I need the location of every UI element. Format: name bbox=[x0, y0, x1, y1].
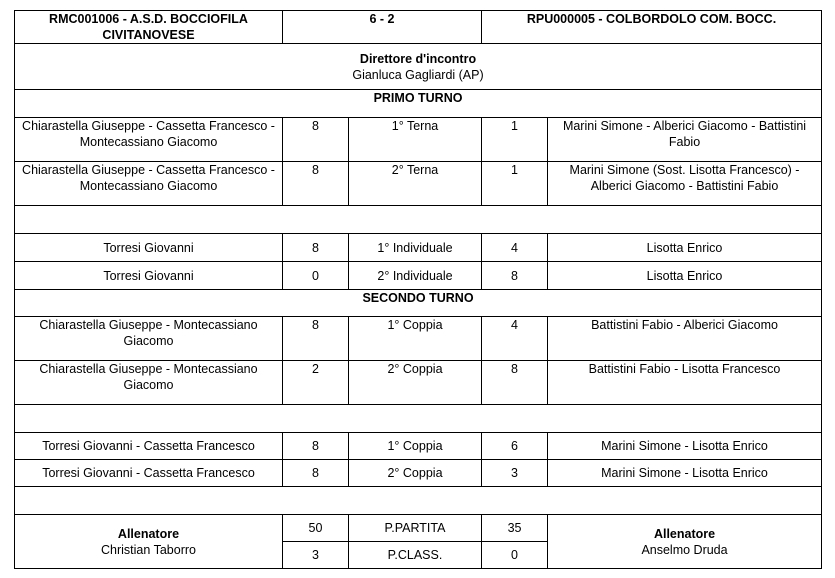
away-players: Battistini Fabio - Alberici Giacomo bbox=[548, 317, 822, 361]
home-players: Chiarastella Giuseppe - Cassetta Francesco - Montecassiano Giacomo bbox=[15, 162, 283, 206]
director-row bbox=[15, 44, 822, 90]
away-score: 3 bbox=[482, 460, 548, 487]
away-players: Battistini Fabio - Lisotta Francesco bbox=[548, 361, 822, 405]
spacer-row bbox=[15, 206, 822, 234]
away-score: 1 bbox=[482, 118, 548, 162]
section-title: PRIMO TURNO bbox=[15, 90, 822, 118]
home-score: 2 bbox=[283, 361, 349, 405]
home-score: 8 bbox=[283, 433, 349, 460]
away-coach-label: Allenatore bbox=[653, 526, 716, 541]
away-coach-name: Anselmo Druda bbox=[641, 542, 728, 557]
home-score: 0 bbox=[283, 262, 349, 290]
game-row bbox=[15, 317, 822, 361]
spacer-row bbox=[15, 487, 822, 515]
game-row bbox=[15, 361, 822, 405]
away-score: 1 bbox=[482, 162, 548, 206]
game-label: 1° Individuale bbox=[349, 234, 482, 262]
away-score: 4 bbox=[482, 317, 548, 361]
ppartita-home: 50 bbox=[283, 515, 349, 542]
home-players: Torresi Giovanni - Cassetta Francesco bbox=[15, 433, 283, 460]
game-label: 1° Terna bbox=[349, 118, 482, 162]
home-coach-cell bbox=[15, 515, 283, 569]
away-score: 6 bbox=[482, 433, 548, 460]
game-row bbox=[15, 162, 822, 206]
game-row bbox=[15, 118, 822, 162]
game-label: 2° Terna bbox=[349, 162, 482, 206]
home-players: Torresi Giovanni bbox=[15, 262, 283, 290]
game-row bbox=[15, 460, 822, 487]
home-score: 8 bbox=[283, 460, 349, 487]
home-players: Torresi Giovanni bbox=[15, 234, 283, 262]
home-players: Chiarastella Giuseppe - Cassetta Francesco - Montecassiano Giacomo bbox=[15, 118, 283, 162]
game-row bbox=[15, 234, 822, 262]
home-coach-name: Christian Taborro bbox=[101, 542, 196, 557]
section-row-primo-turno bbox=[15, 90, 822, 118]
home-score: 8 bbox=[283, 162, 349, 206]
home-score: 8 bbox=[283, 118, 349, 162]
section-row-secondo-turno bbox=[15, 290, 822, 317]
away-coach-cell bbox=[548, 515, 822, 569]
away-score: 8 bbox=[482, 262, 548, 290]
match-report-table bbox=[14, 10, 822, 569]
game-label: 1° Coppia bbox=[349, 317, 482, 361]
away-players: Lisotta Enrico bbox=[548, 234, 822, 262]
pclass-label: P.CLASS. bbox=[349, 542, 482, 569]
home-score: 8 bbox=[283, 234, 349, 262]
away-players: Marini Simone - Lisotta Enrico bbox=[548, 460, 822, 487]
away-players: Marini Simone - Lisotta Enrico bbox=[548, 433, 822, 460]
home-players: Chiarastella Giuseppe - Montecassiano Giacomo bbox=[15, 317, 283, 361]
home-team: RMC001006 - A.S.D. BOCCIOFILA CIVITANOVESE bbox=[15, 11, 283, 44]
away-team: RPU000005 - COLBORDOLO COM. BOCC. bbox=[482, 11, 822, 44]
away-players: Marini Simone - Alberici Giacomo - Battistini Fabio bbox=[548, 118, 822, 162]
game-label: 1° Coppia bbox=[349, 433, 482, 460]
director-name: Gianluca Gagliardi (AP) bbox=[352, 67, 484, 82]
home-coach-label: Allenatore bbox=[117, 526, 180, 541]
section-title: SECONDO TURNO bbox=[15, 290, 822, 317]
away-players: Lisotta Enrico bbox=[548, 262, 822, 290]
header-row bbox=[15, 11, 822, 44]
away-players: Marini Simone (Sost. Lisotta Francesco) - Alberici Giacomo - Battistini Fabio bbox=[548, 162, 822, 206]
director-label: Direttore d'incontro bbox=[359, 51, 477, 66]
game-row bbox=[15, 433, 822, 460]
match-score: 6 - 2 bbox=[283, 11, 482, 44]
away-score: 4 bbox=[482, 234, 548, 262]
pclass-home: 3 bbox=[283, 542, 349, 569]
ppartita-away: 35 bbox=[482, 515, 548, 542]
home-players: Chiarastella Giuseppe - Montecassiano Giacomo bbox=[15, 361, 283, 405]
game-label: 2° Individuale bbox=[349, 262, 482, 290]
game-label: 2° Coppia bbox=[349, 361, 482, 405]
away-score: 8 bbox=[482, 361, 548, 405]
game-row bbox=[15, 262, 822, 290]
footer-row bbox=[15, 515, 822, 542]
ppartita-label: P.PARTITA bbox=[349, 515, 482, 542]
home-players: Torresi Giovanni - Cassetta Francesco bbox=[15, 460, 283, 487]
home-score: 8 bbox=[283, 317, 349, 361]
game-label: 2° Coppia bbox=[349, 460, 482, 487]
pclass-away: 0 bbox=[482, 542, 548, 569]
spacer-row bbox=[15, 405, 822, 433]
